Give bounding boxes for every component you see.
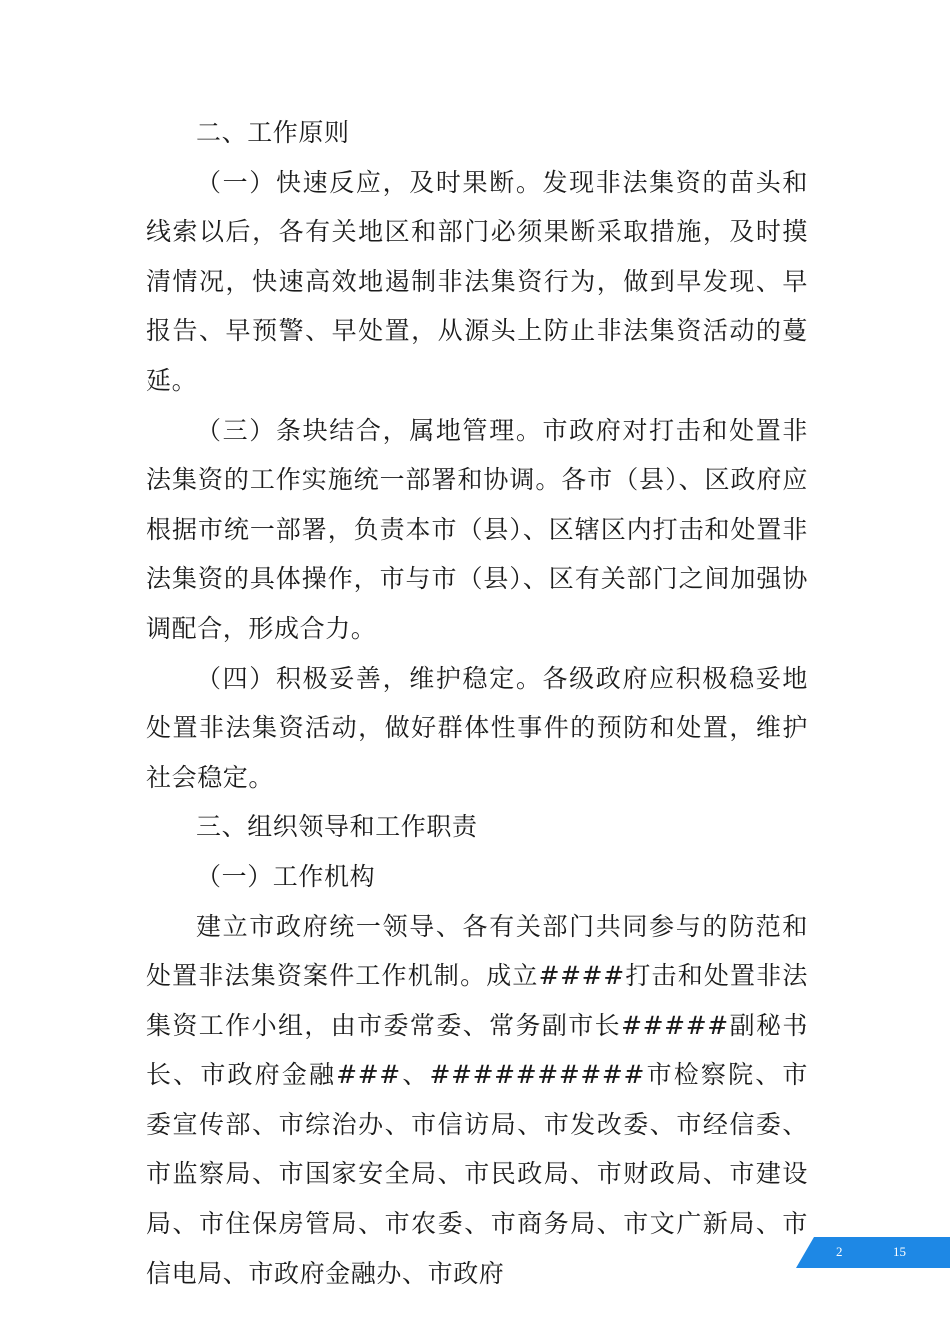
paragraph-working-mechanism: 建立市政府统一领导、各有关部门共同参与的防范和处置非法集资案件工作机制。成立####打击和处置非法集资工作小组，由市委常委、常务副市长#####副秘书长、市政府金融###、##########市检察院、市委宣传部、市综治办、市信访局、市发改委、市经信委、市监察局、市国家安全局、市民政局、市财政局、市建设局、市住保房管局、市农委、市商务局、市文广新局、市信电局、市政府金融办、市政府 (146, 911, 808, 1288)
section-heading-organization: 三、组织领导和工作职责 (196, 812, 478, 842)
current-page-number: 2 (836, 1244, 843, 1259)
subsection-heading-working-body: （一）工作机构 (196, 861, 376, 891)
paragraph-territorial-management: （三）条块结合，属地管理。市政府对打击和处置非法集资的工作实施统一部署和协调。各市（县）、区政府应根据市统一部署，负责本市（县）、区辖区内打击和处置非法集资的具体操作，市与市（县）、区有关部门之间加强协调配合，形成合力。 (146, 415, 808, 643)
page-number-badge (796, 1237, 950, 1268)
document-body (146, 108, 808, 1298)
paragraph-maintain-stability: （四）积极妥善，维护稳定。各级政府应积极稳妥地处置非法集资活动，做好群体性事件的预防和处置，维护社会稳定。 (146, 663, 808, 792)
section-heading-principles: 二、工作原则 (196, 118, 350, 147)
paragraph-rapid-response: （一）快速反应，及时果断。发现非法集资的苗头和线索以后，各有关地区和部门必须果断采取措施，及时摸清情况，快速高效地遏制非法集资行为，做到早发现、早报告、早预警、早处置，从源头上防止非法集资活动的蔓延。 (146, 167, 808, 395)
page-badge-shape (796, 1237, 950, 1268)
total-page-count: 15 (893, 1244, 906, 1259)
